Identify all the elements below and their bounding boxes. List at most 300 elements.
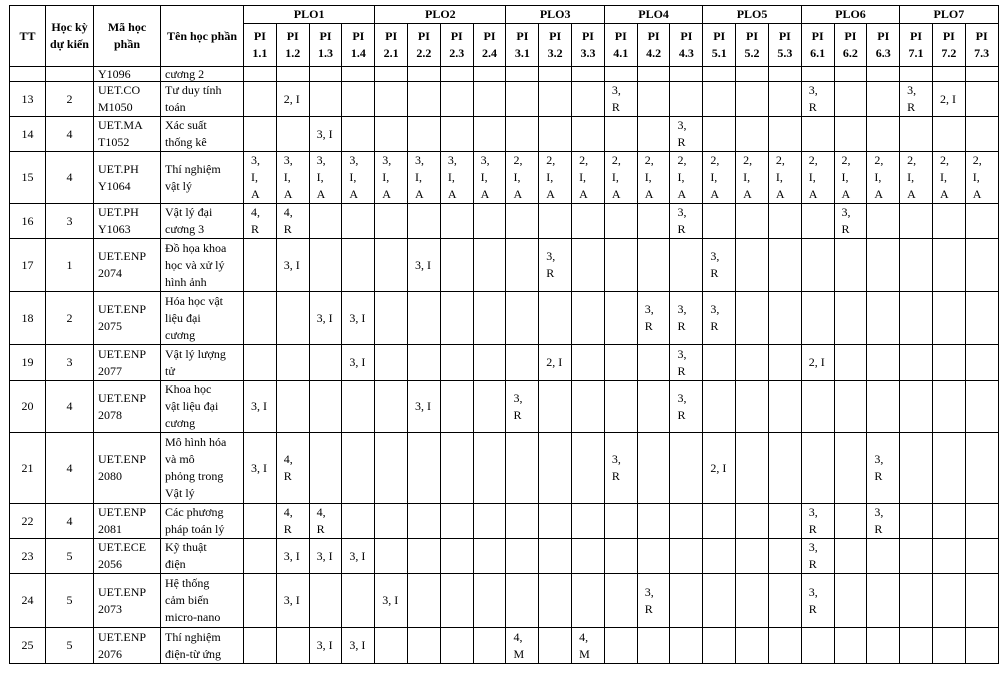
pi-cell — [965, 628, 998, 664]
semester-cell: 4 — [46, 117, 94, 152]
pi-cell: 3, I, A — [244, 152, 277, 204]
semester-cell — [46, 67, 94, 82]
course-code-cell: UET.ECE 2056 — [94, 539, 161, 574]
pi-cell: 3, I — [309, 117, 342, 152]
pi-cell — [900, 381, 933, 433]
pi-cell — [539, 539, 572, 574]
pi-cell: 3, I — [276, 239, 309, 292]
pi-cell — [932, 204, 965, 239]
pi-cell — [637, 433, 670, 504]
pi-cell — [440, 239, 473, 292]
pi-cell — [834, 628, 867, 664]
pi-cell — [768, 574, 801, 628]
table-row — [10, 152, 999, 204]
pi-cell — [768, 204, 801, 239]
pi-cell — [736, 204, 769, 239]
pi-cell: 2, I, A — [965, 152, 998, 204]
pi-cell: 3, I — [276, 539, 309, 574]
pi-cell — [440, 82, 473, 117]
pi-cell — [473, 628, 506, 664]
pi-cell: 3, I — [408, 239, 441, 292]
pi-cell — [637, 67, 670, 82]
pi-cell — [440, 574, 473, 628]
pi-cell: 3, R — [670, 117, 703, 152]
pi-cell — [342, 574, 375, 628]
pi-cell — [572, 504, 605, 539]
pi-cell — [965, 204, 998, 239]
pi-cell: 3, I, A — [276, 152, 309, 204]
header-pi: PI 7.1 — [900, 24, 933, 67]
pi-cell — [932, 539, 965, 574]
pi-cell — [440, 504, 473, 539]
pi-cell — [703, 504, 736, 539]
pi-cell — [900, 433, 933, 504]
pi-cell — [900, 574, 933, 628]
semester-cell: 4 — [46, 152, 94, 204]
pi-cell: 4, R — [276, 433, 309, 504]
pi-cell — [506, 204, 539, 239]
semester-cell: 4 — [46, 381, 94, 433]
pi-cell — [440, 204, 473, 239]
pi-cell — [736, 381, 769, 433]
pi-cell — [342, 381, 375, 433]
pi-cell — [539, 628, 572, 664]
pi-cell — [932, 345, 965, 381]
pi-cell — [604, 628, 637, 664]
header-pi: PI 6.3 — [867, 24, 900, 67]
pi-cell — [834, 574, 867, 628]
pi-cell — [244, 539, 277, 574]
row-number: 25 — [10, 628, 46, 664]
pi-cell: 2, I, A — [572, 152, 605, 204]
pi-cell — [932, 292, 965, 345]
pi-cell — [670, 239, 703, 292]
pi-cell — [604, 292, 637, 345]
pi-cell — [375, 381, 408, 433]
header-pi: PI 6.1 — [801, 24, 834, 67]
pi-cell: 3, I — [408, 381, 441, 433]
course-code-cell: UET.ENP 2073 — [94, 574, 161, 628]
pi-cell — [506, 574, 539, 628]
pi-cell — [604, 204, 637, 239]
pi-cell — [408, 574, 441, 628]
course-name-cell: Hệ thống cảm biến micro-nano — [161, 574, 244, 628]
pi-cell — [408, 82, 441, 117]
pi-cell — [736, 239, 769, 292]
course-name-cell: Thí nghiệm vật lý — [161, 152, 244, 204]
pi-cell — [768, 628, 801, 664]
pi-cell — [900, 628, 933, 664]
pi-cell — [309, 345, 342, 381]
pi-cell: 3, I, A — [408, 152, 441, 204]
semester-cell: 3 — [46, 345, 94, 381]
pi-cell: 4, R — [276, 204, 309, 239]
pi-cell — [834, 239, 867, 292]
pi-cell — [867, 67, 900, 82]
pi-cell — [309, 433, 342, 504]
pi-cell: 3, R — [867, 504, 900, 539]
pi-cell — [900, 204, 933, 239]
pi-cell — [473, 204, 506, 239]
pi-cell — [506, 82, 539, 117]
pi-cell — [244, 574, 277, 628]
pi-cell: 3, I — [342, 539, 375, 574]
pi-cell — [375, 539, 408, 574]
pi-cell: 2, I, A — [637, 152, 670, 204]
pi-cell — [572, 239, 605, 292]
pi-cell — [965, 574, 998, 628]
pi-cell: 3, I — [244, 433, 277, 504]
pi-cell — [604, 504, 637, 539]
row-number: 13 — [10, 82, 46, 117]
pi-cell — [670, 504, 703, 539]
row-number: 16 — [10, 204, 46, 239]
pi-cell — [703, 345, 736, 381]
row-number: 23 — [10, 539, 46, 574]
course-name-cell: Đồ họa khoa học và xử lý hình ảnh — [161, 239, 244, 292]
pi-cell — [736, 117, 769, 152]
pi-cell: 3, R — [670, 345, 703, 381]
pi-cell — [473, 292, 506, 345]
semester-cell: 4 — [46, 504, 94, 539]
pi-cell — [473, 67, 506, 82]
pi-cell — [932, 67, 965, 82]
course-code-cell: UET.ENP 2074 — [94, 239, 161, 292]
header-course-name: Tên học phần — [161, 6, 244, 67]
pi-cell: 3, R — [637, 574, 670, 628]
header-pi: PI 7.3 — [965, 24, 998, 67]
plo-header-row — [10, 6, 999, 24]
pi-cell — [637, 539, 670, 574]
pi-cell — [276, 67, 309, 82]
course-name-cell: Vật lý lượng tử — [161, 345, 244, 381]
pi-cell — [703, 381, 736, 433]
pi-cell: 3, R — [604, 433, 637, 504]
pi-cell — [408, 539, 441, 574]
row-number: 15 — [10, 152, 46, 204]
table-row — [10, 292, 999, 345]
pi-cell — [572, 82, 605, 117]
semester-cell: 2 — [46, 82, 94, 117]
pi-cell: 3, R — [637, 292, 670, 345]
pi-cell — [867, 292, 900, 345]
pi-cell — [834, 381, 867, 433]
pi-cell — [867, 539, 900, 574]
pi-cell — [506, 292, 539, 345]
header-pi: PI 4.2 — [637, 24, 670, 67]
pi-cell — [473, 504, 506, 539]
pi-cell — [572, 292, 605, 345]
pi-cell — [342, 433, 375, 504]
pi-cell: 3, R — [539, 239, 572, 292]
course-code-cell: Y1096 — [94, 67, 161, 82]
pi-cell — [801, 117, 834, 152]
pi-cell — [440, 345, 473, 381]
pi-cell — [637, 381, 670, 433]
pi-cell — [408, 204, 441, 239]
pi-cell: 2, I, A — [768, 152, 801, 204]
pi-cell — [932, 574, 965, 628]
pi-cell — [342, 204, 375, 239]
table-row — [10, 67, 999, 82]
course-code-cell: UET.ENP 2076 — [94, 628, 161, 664]
pi-cell: 3, R — [801, 574, 834, 628]
pi-cell — [506, 345, 539, 381]
pi-cell — [768, 82, 801, 117]
table-row — [10, 204, 999, 239]
pi-cell — [309, 67, 342, 82]
header-pi: PI 1.2 — [276, 24, 309, 67]
pi-cell — [473, 574, 506, 628]
pi-cell — [900, 539, 933, 574]
course-code-cell: UET.PH Y1063 — [94, 204, 161, 239]
pi-cell — [703, 574, 736, 628]
pi-cell — [309, 381, 342, 433]
pi-cell — [670, 628, 703, 664]
pi-cell: 3, R — [506, 381, 539, 433]
pi-cell — [768, 292, 801, 345]
semester-cell: 3 — [46, 204, 94, 239]
header-plo6: PLO6 — [801, 6, 899, 24]
semester-cell: 5 — [46, 574, 94, 628]
course-name-cell: Xác suất thống kê — [161, 117, 244, 152]
pi-cell: 3, R — [670, 204, 703, 239]
pi-cell — [572, 381, 605, 433]
pi-cell: 3, I — [342, 292, 375, 345]
pi-cell: 2, I, A — [506, 152, 539, 204]
pi-cell — [834, 504, 867, 539]
pi-cell: 2, I, A — [867, 152, 900, 204]
pi-cell — [375, 628, 408, 664]
pi-cell: 3, R — [801, 82, 834, 117]
pi-cell — [867, 204, 900, 239]
pi-cell: 3, I — [276, 574, 309, 628]
pi-cell — [342, 504, 375, 539]
pi-cell — [408, 504, 441, 539]
pi-cell — [506, 433, 539, 504]
header-pi: PI 3.3 — [572, 24, 605, 67]
pi-cell — [867, 381, 900, 433]
course-code-cell: UET.ENP 2075 — [94, 292, 161, 345]
pi-cell — [506, 67, 539, 82]
pi-cell — [965, 381, 998, 433]
pi-cell — [932, 239, 965, 292]
header-pi: PI 4.1 — [604, 24, 637, 67]
pi-cell: 3, R — [900, 82, 933, 117]
pi-cell — [801, 433, 834, 504]
pi-cell: 3, I — [342, 345, 375, 381]
course-code-cell: UET.ENP 2078 — [94, 381, 161, 433]
pi-cell — [965, 345, 998, 381]
pi-cell — [440, 117, 473, 152]
pi-cell — [342, 117, 375, 152]
table-row — [10, 504, 999, 539]
pi-cell — [703, 82, 736, 117]
pi-cell — [440, 381, 473, 433]
pi-cell: 2, I, A — [736, 152, 769, 204]
pi-cell — [736, 504, 769, 539]
pi-cell — [572, 67, 605, 82]
pi-cell — [932, 433, 965, 504]
pi-cell: 3, R — [670, 381, 703, 433]
header-pi: PI 5.1 — [703, 24, 736, 67]
pi-cell: 3, I — [309, 292, 342, 345]
pi-cell — [408, 433, 441, 504]
header-pi: PI 1.3 — [309, 24, 342, 67]
pi-cell — [801, 628, 834, 664]
header-semester: Học kỳ dự kiến — [46, 6, 94, 67]
pi-cell — [572, 433, 605, 504]
pi-cell — [637, 345, 670, 381]
pi-cell — [539, 67, 572, 82]
pi-cell — [473, 539, 506, 574]
course-name-cell: Các phương pháp toán lý — [161, 504, 244, 539]
pi-cell — [408, 345, 441, 381]
pi-cell — [768, 381, 801, 433]
pi-cell: 3, R — [604, 82, 637, 117]
pi-cell — [244, 345, 277, 381]
pi-cell — [965, 67, 998, 82]
pi-cell — [965, 433, 998, 504]
pi-cell — [867, 574, 900, 628]
pi-cell — [932, 504, 965, 539]
pi-cell — [473, 345, 506, 381]
table-row — [10, 433, 999, 504]
pi-cell — [572, 204, 605, 239]
pi-cell — [703, 117, 736, 152]
pi-cell — [768, 433, 801, 504]
semester-cell: 5 — [46, 628, 94, 664]
pi-cell — [900, 67, 933, 82]
pi-cell: 3, R — [703, 292, 736, 345]
pi-cell: 2, I, A — [900, 152, 933, 204]
pi-cell — [834, 117, 867, 152]
pi-cell — [637, 117, 670, 152]
pi-cell: 3, I, A — [375, 152, 408, 204]
pi-cell — [834, 67, 867, 82]
row-number: 19 — [10, 345, 46, 381]
header-pi: PI 2.2 — [408, 24, 441, 67]
course-name-cell: Vật lý đại cương 3 — [161, 204, 244, 239]
pi-cell — [834, 539, 867, 574]
course-name-cell: Khoa học vật liệu đại cương — [161, 381, 244, 433]
pi-cell — [801, 67, 834, 82]
pi-cell — [473, 381, 506, 433]
pi-cell — [309, 82, 342, 117]
pi-cell — [276, 381, 309, 433]
pi-cell — [244, 504, 277, 539]
pi-cell — [637, 504, 670, 539]
header-tt: TT — [10, 6, 46, 67]
pi-cell — [276, 345, 309, 381]
pi-cell — [572, 345, 605, 381]
pi-cell — [375, 292, 408, 345]
pi-cell — [375, 82, 408, 117]
pi-cell — [637, 82, 670, 117]
pi-cell: 3, I — [342, 628, 375, 664]
pi-cell — [768, 117, 801, 152]
course-name-cell: Mô hình hóa và mô phỏng trong Vật lý — [161, 433, 244, 504]
row-number: 21 — [10, 433, 46, 504]
pi-cell — [637, 239, 670, 292]
pi-cell — [965, 239, 998, 292]
pi-cell: 2, I, A — [801, 152, 834, 204]
pi-cell — [736, 539, 769, 574]
pi-cell: 4, M — [572, 628, 605, 664]
pi-cell: 4, R — [244, 204, 277, 239]
pi-cell — [375, 67, 408, 82]
course-name-cell: Kỹ thuật điện — [161, 539, 244, 574]
table-row — [10, 628, 999, 664]
plo-mapping-table — [9, 5, 999, 664]
pi-cell: 2, I, A — [670, 152, 703, 204]
pi-cell — [736, 628, 769, 664]
pi-cell — [440, 628, 473, 664]
pi-cell — [375, 204, 408, 239]
pi-cell — [736, 433, 769, 504]
pi-cell: 3, I, A — [342, 152, 375, 204]
table-row — [10, 117, 999, 152]
pi-cell: 3, R — [834, 204, 867, 239]
header-pi: PI 6.2 — [834, 24, 867, 67]
pi-cell — [408, 117, 441, 152]
pi-cell — [375, 504, 408, 539]
pi-cell — [375, 117, 408, 152]
pi-cell — [244, 117, 277, 152]
table-row — [10, 539, 999, 574]
pi-cell — [965, 539, 998, 574]
pi-cell: 2, I — [703, 433, 736, 504]
pi-cell: 3, I — [309, 539, 342, 574]
course-code-cell: UET.CO M1050 — [94, 82, 161, 117]
pi-cell: 2, I — [276, 82, 309, 117]
pi-cell: 3, I — [375, 574, 408, 628]
pi-cell: 2, I, A — [539, 152, 572, 204]
pi-cell — [572, 539, 605, 574]
pi-cell — [703, 628, 736, 664]
pi-cell — [342, 82, 375, 117]
course-code-cell: UET.ENP 2081 — [94, 504, 161, 539]
header-plo4: PLO4 — [604, 6, 702, 24]
pi-cell: 3, R — [670, 292, 703, 345]
pi-cell — [375, 239, 408, 292]
pi-cell — [604, 574, 637, 628]
pi-cell — [244, 82, 277, 117]
pi-cell — [932, 117, 965, 152]
pi-cell: 4, M — [506, 628, 539, 664]
pi-cell — [670, 82, 703, 117]
pi-cell — [900, 239, 933, 292]
pi-cell: 3, I, A — [309, 152, 342, 204]
header-plo2: PLO2 — [375, 6, 506, 24]
pi-cell: 2, I — [539, 345, 572, 381]
row-number: 22 — [10, 504, 46, 539]
pi-cell: 2, I — [932, 82, 965, 117]
pi-cell — [801, 381, 834, 433]
pi-cell — [375, 345, 408, 381]
course-name-cell: cương 2 — [161, 67, 244, 82]
pi-cell — [900, 345, 933, 381]
table-row — [10, 381, 999, 433]
header-pi: PI 3.1 — [506, 24, 539, 67]
pi-cell — [539, 82, 572, 117]
pi-cell — [900, 117, 933, 152]
pi-cell — [670, 539, 703, 574]
course-name-cell: Tư duy tính toán — [161, 82, 244, 117]
pi-cell: 3, I, A — [440, 152, 473, 204]
header-plo5: PLO5 — [703, 6, 801, 24]
header-pi: PI 5.2 — [736, 24, 769, 67]
